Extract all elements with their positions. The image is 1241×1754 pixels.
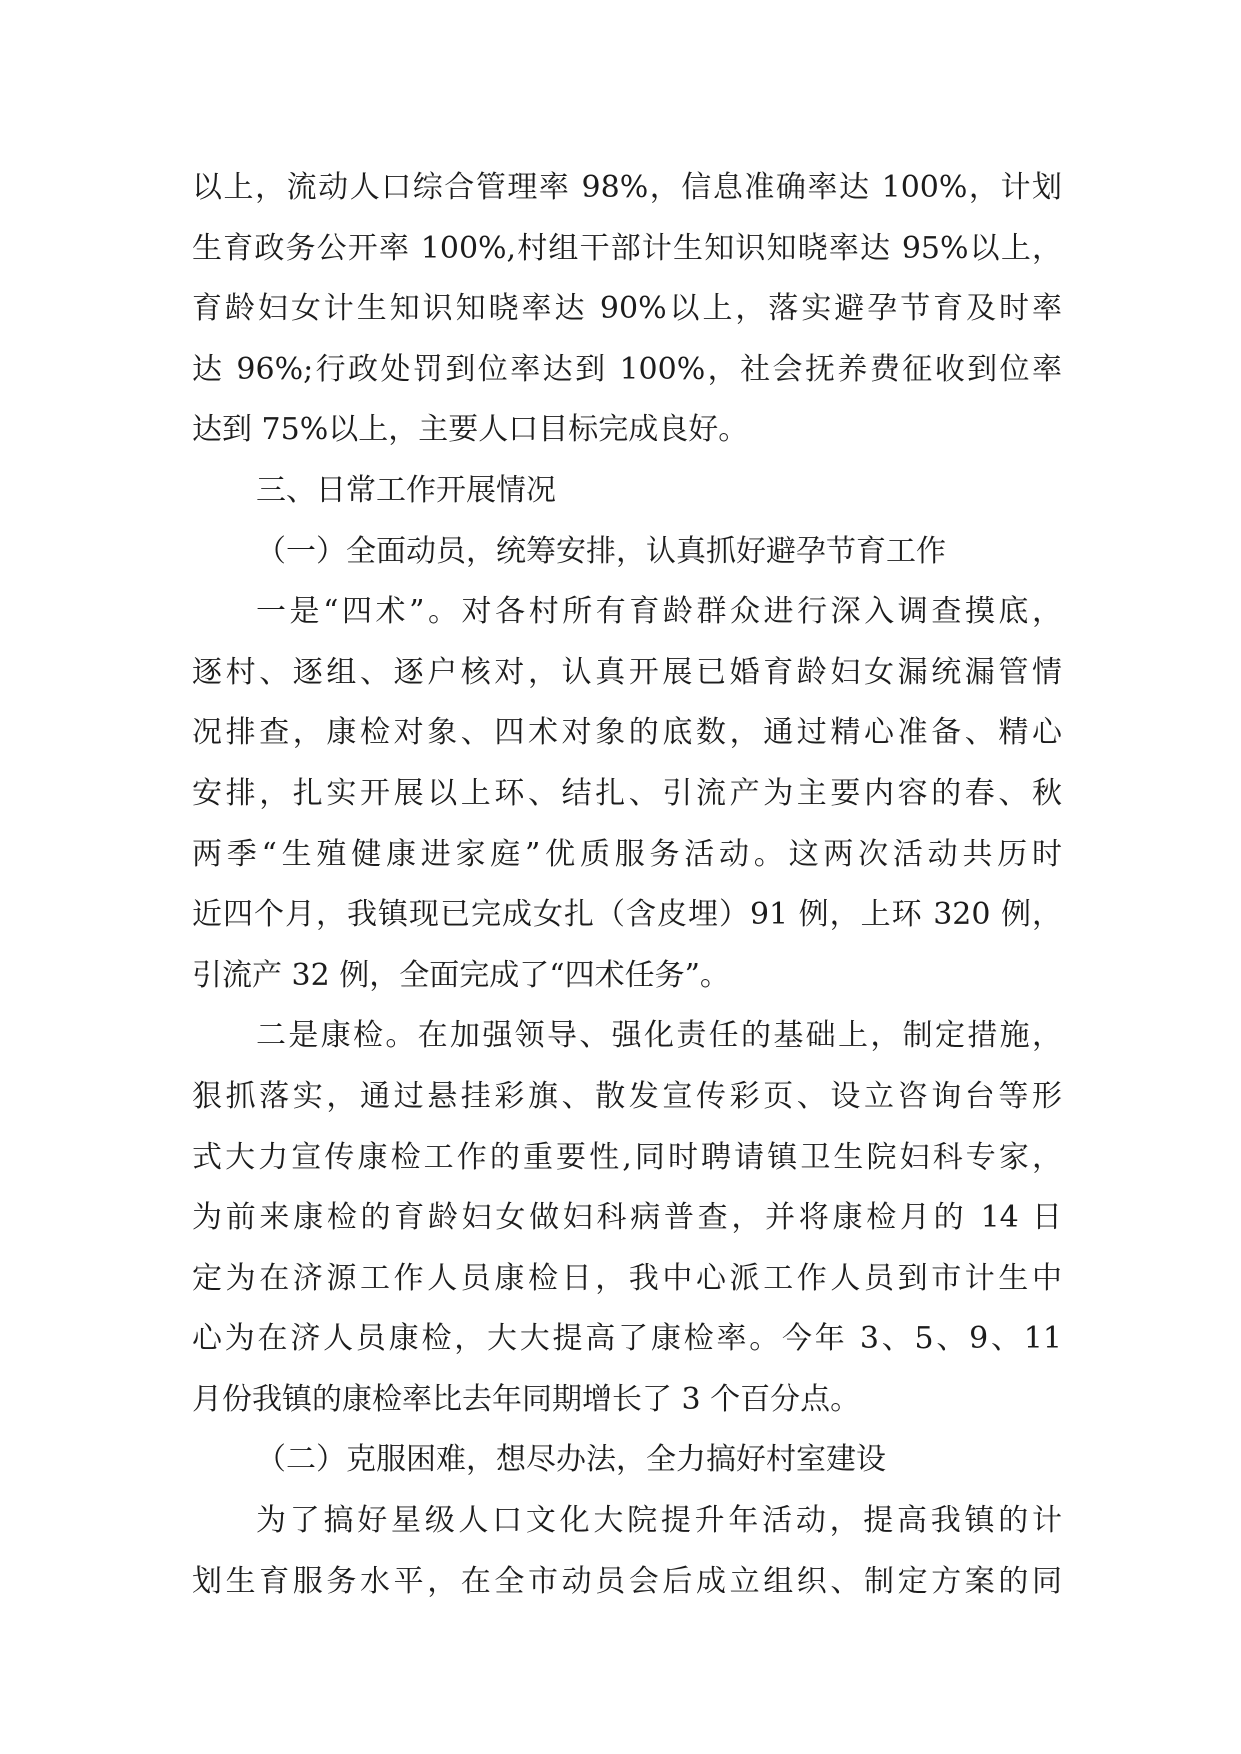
text-line: 达到 75%以上，主要人口目标完成良好。 xyxy=(192,412,749,448)
text-line: 狠抓落实，通过悬挂彩旗、散发宣传彩页、设立咨询台等形 xyxy=(192,1078,1062,1114)
text-line: 逐村、逐组、逐户核对，认真开展已婚育龄妇女漏统漏管情 xyxy=(192,654,1062,690)
text-line: 以上，流动人口综合管理率 98%，信息准确率达 100%，计划 xyxy=(192,170,1062,205)
text-line: （一）全面动员，统筹安排，认真抓好避孕节育工作 xyxy=(256,533,946,569)
text-line: 一是“四术”。对各村所有育龄群众进行深入调查摸底， xyxy=(256,594,1062,630)
text-line: 式大力宣传康检工作的重要性,同时聘请镇卫生院妇科专家， xyxy=(192,1139,1062,1175)
text-line: 引流产 32 例，全面完成了“四术任务”。 xyxy=(192,957,730,993)
text-line: 划生育服务水平，在全市动员会后成立组织、制定方案的同 xyxy=(192,1563,1062,1599)
text-line: 心为在济人员康检，大大提高了康检率。今年 3、5、9、11 xyxy=(192,1321,1062,1357)
text-line: 二是康检。在加强领导、强化责任的基础上，制定措施， xyxy=(256,1018,1062,1054)
text-line: 两季“生殖健康进家庭”优质服务活动。这两次活动共历时 xyxy=(192,836,1062,872)
document-body xyxy=(192,158,1062,1612)
text-line: 育龄妇女计生知识知晓率达 90%以上，落实避孕节育及时率 xyxy=(192,291,1062,327)
text-line: 为前来康检的育龄妇女做妇科病普查，并将康检月的 14 日 xyxy=(192,1200,1062,1236)
text-line: 为了搞好星级人口文化大院提升年活动，提高我镇的计 xyxy=(256,1503,1062,1539)
text-line: 三、日常工作开展情况 xyxy=(256,472,556,508)
text-line: 况排查，康检对象、四术对象的底数，通过精心准备、精心 xyxy=(192,715,1062,751)
text-line: 达 96%;行政处罚到位率达到 100%，社会抚养费征收到位率 xyxy=(192,351,1062,387)
text-line: 安排，扎实开展以上环、结扎、引流产为主要内容的春、秋 xyxy=(192,775,1062,811)
text-line: 月份我镇的康检率比去年同期增长了 3 个百分点。 xyxy=(192,1381,861,1417)
text-line: （二）克服困难，想尽办法，全力搞好村室建设 xyxy=(256,1442,886,1478)
text-line: 近四个月，我镇现已完成女扎（含皮埋）91 例，上环 320 例， xyxy=(192,897,1062,933)
text-line: 定为在济源工作人员康检日，我中心派工作人员到市计生中 xyxy=(192,1260,1062,1296)
text-line: 生育政务公开率 100%,村组干部计生知识知晓率达 95%以上， xyxy=(192,230,1062,266)
